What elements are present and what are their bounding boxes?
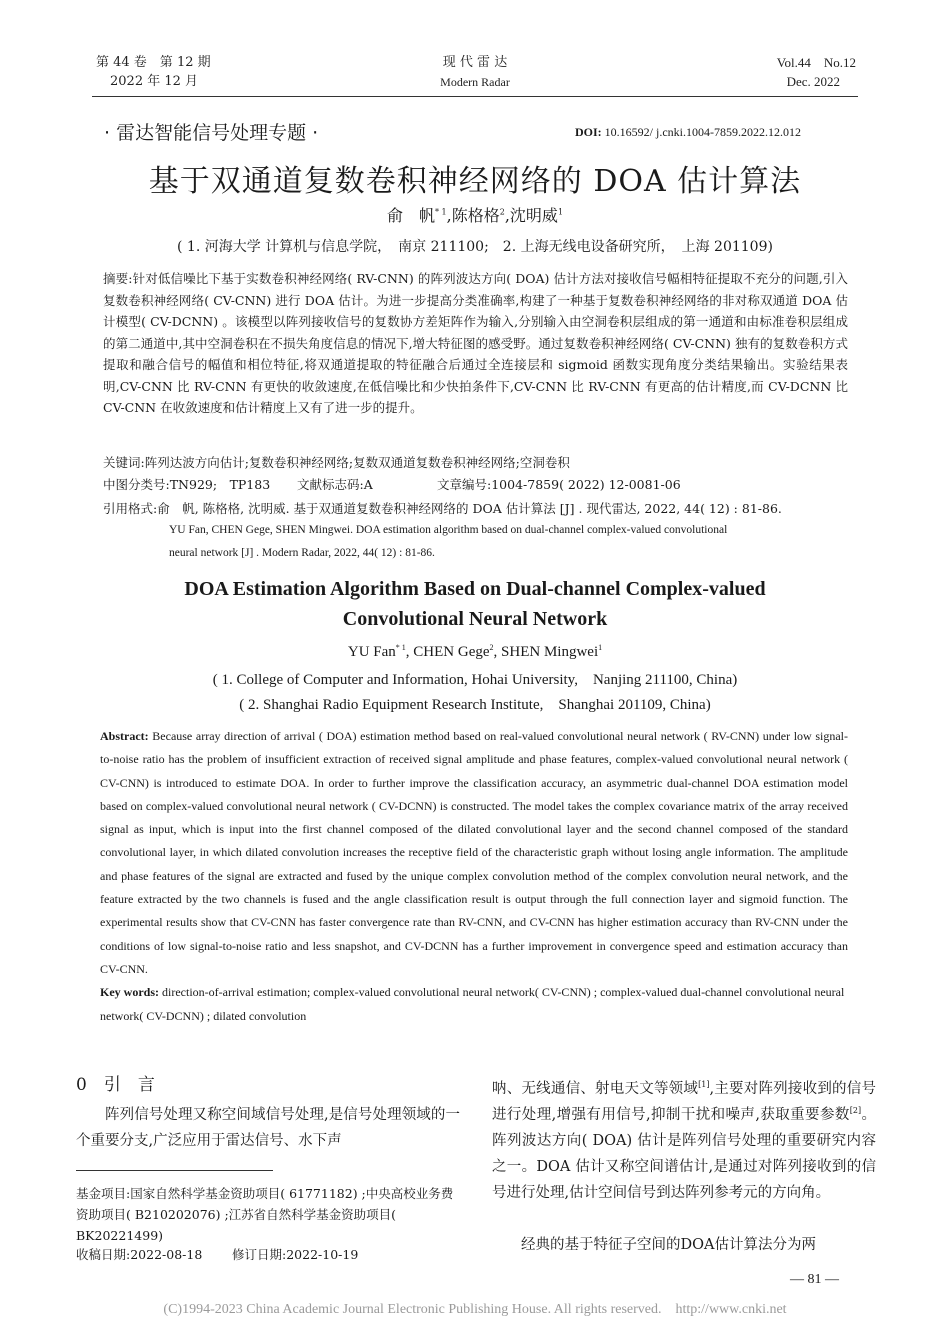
author-cn-3: 沈明威: [509, 206, 558, 225]
fund-label: 基金项目:: [76, 1186, 131, 1201]
cite-en-line-1: YU Fan, CHEN Gege, SHEN Mingwei. DOA estimation algorithm based on dual-channel complex-valued convolutional: [169, 524, 728, 536]
affiliation-en-2: ( 2. Shanghai Radio Equipment Research Institute, Shanghai 201109, China): [239, 697, 711, 713]
author-en-3: SHEN Mingwei: [501, 644, 599, 660]
article-no-label: 文章编号:: [437, 477, 492, 492]
doi: [575, 125, 801, 140]
author-en-1: YU Fan: [347, 644, 396, 660]
title-cn: 基于双通道复数卷积神经网络的 DOA 估计算法: [148, 164, 802, 199]
abstract-en-text: Because array direction of arrival ( DOA) estimation method based on real-valued convolutional neural network ( RV-CNN) under low signal-to-noise ratio has the problem of insufficient extraction of received signal amplitude and phase features, complex-valued convolutional neural network ( CV-CNN) is introduced to estimate DOA. In order to further improve the classification accuracy, an asymmetric dual-channel DOA estimation model based on complex-valued convolutional neural network ( CV-DCNN) is constructed. The model takes the complex covariance matrix of the array received signal as input, which is input into the first channel composed of the dilated convolutional layer and the second channel composed of the standard convolutional layer, in which dilated convolution increases the receptive field of the characteristic graph without losing angle information. The amplitude and phase features of the signal are extracted and fused by the unique complex convolution method of the complex convolution neural network, and the feature extracted by the two channels is fused and the angle classification result is output through the full connection layer and sigmoid function. The experimental results show that CV-CNN has faster convergence rate than RV-CNN, and CV-CNN has higher estimation accuracy than RV-CNN under the conditions of low signal-to-noise ratio and less snapshot, and CV-DCNN has a further improvement in convergence speed and estimation accuracy than CV-CNN.: [100, 729, 849, 976]
intro-right-paragraph: [492, 1076, 876, 1206]
header-date-cn: 2022 年 12 月: [110, 74, 199, 89]
header-date-en: Dec. 2022: [786, 74, 840, 89]
header-volume-en: Vol.44 No.12: [776, 55, 856, 70]
author-en-2-mark: 2: [489, 643, 494, 652]
keywords-cn: [103, 452, 848, 473]
author-cn-2-mark: 2: [499, 207, 505, 217]
doc-code-line: [297, 474, 373, 495]
received-date: 2022-08-18: [130, 1247, 203, 1262]
citation-ref-1: [1]: [698, 1080, 710, 1090]
keywords-en-text: direction-of-arrival estimation; complex-valued convolutional neural network( CV-CNN) ; complex-valued dual-channel convolutional neural network( CV-DCNN) ; dilated convolution: [100, 985, 845, 1023]
author-cn-1: 俞 帆: [386, 206, 435, 225]
citation-ref-2: [2]: [849, 1106, 862, 1116]
authors-cn: 俞 帆$^{* 1}$,陈格格$^2$,沈明威$^1$: [386, 206, 564, 225]
received-label: 收稿日期:: [76, 1247, 131, 1262]
copyright-notice: (C)1994-2023 China Academic Journal Electronic Publishing House. All rights reserved. http://www.cnki.net: [163, 1302, 787, 1317]
author-en-1-mark: * 1: [395, 643, 406, 652]
doc-code-value: A: [363, 477, 373, 492]
intro-right-text-b: ,主要对阵列接收到的信号进行处理,增强有用信号,抑制干扰和噪声,获取重要参数: [492, 1081, 877, 1123]
cite-label: 引用格式:: [103, 501, 158, 516]
doc-code-label: 文献标志码:: [297, 477, 364, 492]
cite-cn: 俞 帆, 陈格格, 沈明威. 基于双通道复数卷积神经网络的 DOA 估计算法 [J] . 现代雷达, 2022, 44( 12) : 81-86.: [157, 501, 782, 516]
header-journal-en: Modern Radar: [440, 75, 510, 89]
fund-note: [76, 1183, 460, 1246]
abstract-en: [100, 725, 848, 1028]
author-cn-2: 陈格格: [451, 206, 500, 225]
intro-right-text-a: 呐、无线通信、射电天文等领域: [492, 1081, 699, 1097]
keywords-cn-text: 阵列达波方向估计;复数卷积神经网络;复数双通道复数卷积神经网络;空洞卷积: [144, 455, 570, 470]
doi-label: DOI:: [575, 125, 602, 139]
title-en-line-1: DOA Estimation Algorithm Based on Dual-channel Complex-valued: [184, 578, 766, 600]
abstract-en-label: Abstract:: [100, 729, 149, 743]
header-rule: [92, 96, 858, 97]
author-en-2: CHEN Gege: [413, 644, 490, 660]
clc-line: [103, 474, 270, 495]
title-en-line-2: Convolutional Neural Network: [342, 608, 608, 630]
intro-right-text-c: 。阵列波达方向( DOA) 估计是阵列信号处理的重要研究内容之一。DOA 估计又称空间谱估计,是通过对阵列接收到的信号进行处理,估计空间信号到达阵列参考元的方向角。: [492, 1107, 877, 1201]
author-cn-1-mark: * 1: [434, 207, 447, 217]
keywords-cn-label: 关键词:: [103, 455, 145, 470]
affiliations-cn: ( 1. 河海大学 计算机与信息学院， 南京 211100; 2. 上海无线电设备研究所， 上海 201109): [177, 239, 773, 255]
abstract-cn: [103, 268, 848, 419]
authors-en: YU Fan$^{* 1}$, CHEN Gege$^2$, SHEN Mingwei$^1$: [347, 643, 603, 660]
clc-label: 中图分类号:: [103, 477, 170, 492]
keywords-en: [100, 981, 848, 1028]
author-cn-3-mark: 1: [557, 207, 564, 217]
cite-cn-line: [103, 498, 782, 519]
page-number: — 81 —: [790, 1272, 839, 1287]
cite-en-line-2: neural network [J] . Modern Radar, 2022, 44( 12) : 81-86.: [169, 547, 435, 559]
abstract-cn-text: 针对低信噪比下基于实数卷积神经网络( RV-CNN) 的阵列波达方向( DOA) 估计方法对接收信号幅相特征提取不充分的问题,引入复数卷积神经网络( CV-CNN) 进行 DOA 估计。为进一步提高分类准确率,构建了一种基于复数卷积神经网络的非对称双通道 DOA 估计模型( CV-DCNN) 。该模型以阵列接收信号的复数协方差矩阵作为输入,分别输入由空洞卷积层组成的第一通道和由标准卷积层组成的第二通道中,其中空洞卷积在不损失角度信息的情况下,增大特征图的感受野。通过复数卷积神经网络( CV-CNN) 独有的复数卷积方式提取和融合信号的幅值和相位特征,将双通道提取的特征融合后通过全连接层和 sigmoid 函数实现角度分类结果输出。实验结果表明,CV-CNN 比 RV-CNN 有更快的收敛速度,在低信噪比和少快拍条件下,CV-CNN 比 RV-CNN 有更高的估计精度,而 CV-DCNN 比 CV-CNN 在收敛速度和估计精度上又有了进一步的提升。: [103, 271, 848, 415]
affiliation-en-1: ( 1. College of Computer and Information, Hohai University, Nanjing 211100, China): [212, 672, 738, 688]
footnote-rule: [76, 1170, 273, 1171]
section-title: 0 引 言: [76, 1075, 155, 1095]
header-journal-cn: 现 代 雷 达: [442, 55, 508, 70]
doi-value: 10.16592/ j.cnki.1004-7859.2022.12.012: [601, 125, 801, 139]
topic-label: · 雷达智能信号处理专题 ·: [104, 122, 319, 144]
clc-value: TN929; TP183: [169, 477, 271, 492]
author-en-3-mark: 1: [598, 643, 603, 652]
received-line: [76, 1244, 202, 1265]
intro-right-next-paragraph: 经典的基于特征子空间的DOA估计算法分为两: [521, 1237, 816, 1253]
abstract-cn-label: 摘要:: [103, 271, 133, 286]
keywords-en-label: Key words:: [100, 985, 159, 1000]
article-no-line: [437, 474, 681, 495]
revised-date: 2022-10-19: [286, 1247, 359, 1262]
fund-text: 国家自然科学基金资助项目( 61771182) ;中央高校业务费资助项目( B210202076) ;江苏省自然科学基金资助项目( BK20221499): [76, 1186, 454, 1243]
revised-line: [232, 1244, 358, 1265]
header-volume-cn: 第 44 卷 第 12 期: [96, 55, 211, 70]
article-no-value: 1004-7859( 2022) 12-0081-06: [491, 477, 681, 492]
revised-label: 修订日期:: [232, 1247, 287, 1262]
intro-left-paragraph: 阵列信号处理又称空间域信号处理,是信号处理领域的一个重要分支,广泛应用于雷达信号、水下声: [76, 1107, 460, 1149]
title-en: [0, 574, 950, 634]
